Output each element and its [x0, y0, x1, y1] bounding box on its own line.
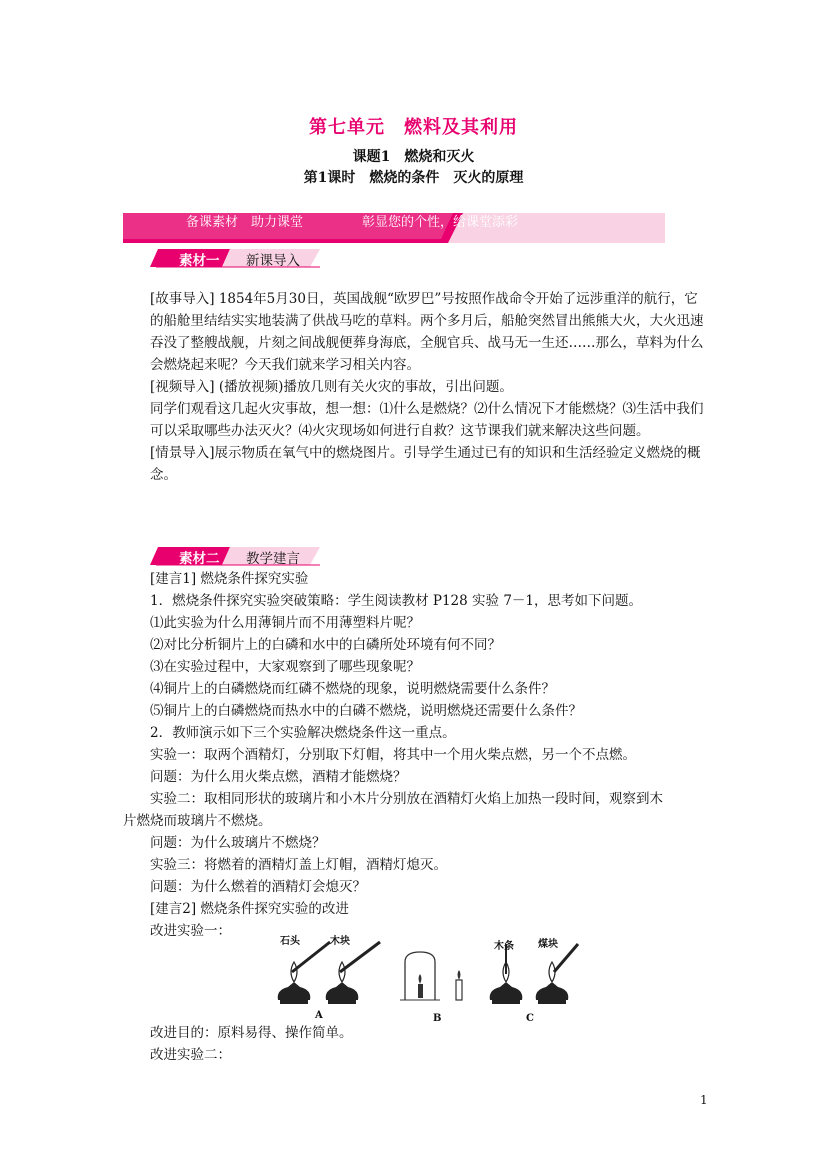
candle-icon	[456, 970, 462, 1000]
intro-paragraph: [情景导入]展示物质在氧气中的燃烧图片。引导学生通过已有的知识和生活经验定义燃烧的概念。	[150, 445, 701, 483]
text-line: ⑷铜片上的白磷燃烧而红磷不燃烧的现象，说明燃烧需要什么条件？	[150, 681, 555, 697]
text-line: 2．教师演示如下三个实验解决燃烧条件这一重点。	[150, 725, 456, 741]
intro-text	[150, 288, 710, 486]
glass-jar-icon	[400, 952, 440, 1000]
alcohol-lamp-icon	[326, 962, 359, 1004]
text-line: ⑵对比分析铜片上的白磷和水中的白磷所处环境有何不同？	[150, 637, 501, 653]
text-line: 片燃烧而玻璃片不燃烧。	[123, 813, 272, 829]
section-tag-1-label: 素材一	[179, 253, 220, 269]
page-title: 第七单元 燃料及其利用	[309, 117, 518, 138]
banner-right-text: 彰显您的个性，给课堂添彩	[362, 215, 519, 230]
text-line: 实验一：取两个酒精灯，分别取下灯帽，将其中一个用火柴点燃，另一个不点燃。	[150, 747, 636, 763]
text-line: 问题：为什么用火柴点燃，酒精才能燃烧？	[150, 769, 407, 785]
period-title: 第1课时 燃烧的条件 灭火的原理	[303, 170, 524, 186]
text-line: 实验二：取相同形状的玻璃片和小木片分别放在酒精灯火焰上加热一段时间，观察到木	[150, 791, 663, 807]
text-line: [建言2] 燃烧条件探究实验的改进	[150, 901, 349, 917]
figure-label-wood-strip: 木条	[494, 941, 514, 952]
text-line: 1．燃烧条件探究实验突破策略：学生阅读教材 P128 实验 7－1，思考如下问题。	[150, 593, 642, 609]
figure-caption-c: C	[526, 1013, 534, 1024]
text-line: ⑸铜片上的白磷燃烧而热水中的白磷不燃烧，说明燃烧还需要什么条件？	[150, 703, 582, 719]
text-line: 改进实验一：	[150, 923, 231, 939]
text-line: 问题：为什么玻璃片不燃烧？	[150, 835, 326, 851]
banner-left-text: 备课素材 助力课堂	[186, 215, 304, 230]
alcohol-lamp-icon	[278, 962, 311, 1004]
section-1-title: 新课导入	[246, 253, 300, 269]
text-line: ⑶在实验过程中，大家观察到了哪些现象呢？	[150, 659, 420, 675]
figure-label-coal: 煤块	[538, 939, 558, 950]
figure-label-stone: 石头	[280, 936, 300, 947]
section-2-title: 教学建言	[246, 551, 300, 567]
text-line: ⑴此实验为什么用薄铜片而不用薄塑料片呢？	[150, 615, 420, 631]
figure-caption-a: A	[315, 1010, 323, 1021]
intro-paragraph: [故事导入] 1854年5月30日，英国战舰“欧罗巴”号按照作战命令开始了远涉重洋的航行，它的船舱里结结实实地装满了供战马吃的草料。两个多月后，船舱突然冒出熊熊大火，大火迅速吞没了整艘战舰，片刻之间战舰便葬身海底，全舰官兵、战马无一生还……那么，草料为什么会燃烧起来呢？今天我们就来学习相关内容。	[150, 291, 704, 373]
intro-paragraph: 同学们观看这几起火灾事故，想一想：⑴什么是燃烧？⑵什么情况下才能燃烧？⑶生活中我们可以采取哪些办法灭火？⑷火灾现场如何进行自救？这节课我们就来解决这些问题。	[150, 401, 704, 439]
figure-caption-b: B	[433, 1013, 442, 1024]
figure-label-wood: 木块	[330, 936, 350, 947]
text-line: 实验三：将燃着的酒精灯盖上灯帽，酒精灯熄灭。	[150, 857, 447, 873]
section-tag-2-label: 素材二	[179, 551, 220, 567]
alcohol-lamp-icon	[536, 962, 569, 1004]
page-number: 1	[700, 1093, 708, 1107]
text-line: 问题：为什么燃着的酒精灯会熄灭？	[150, 879, 366, 895]
text-line: [建言1] 燃烧条件探究实验	[150, 571, 309, 587]
text-line: 改进目的：原料易得、操作简单。	[150, 1025, 353, 1041]
lesson-title: 课题1 燃烧和灭火	[352, 149, 475, 165]
text-line: 改进实验二：	[150, 1047, 231, 1063]
intro-paragraph: [视频导入] (播放视频)播放几则有关火灾的事故，引出问题。	[150, 379, 513, 395]
